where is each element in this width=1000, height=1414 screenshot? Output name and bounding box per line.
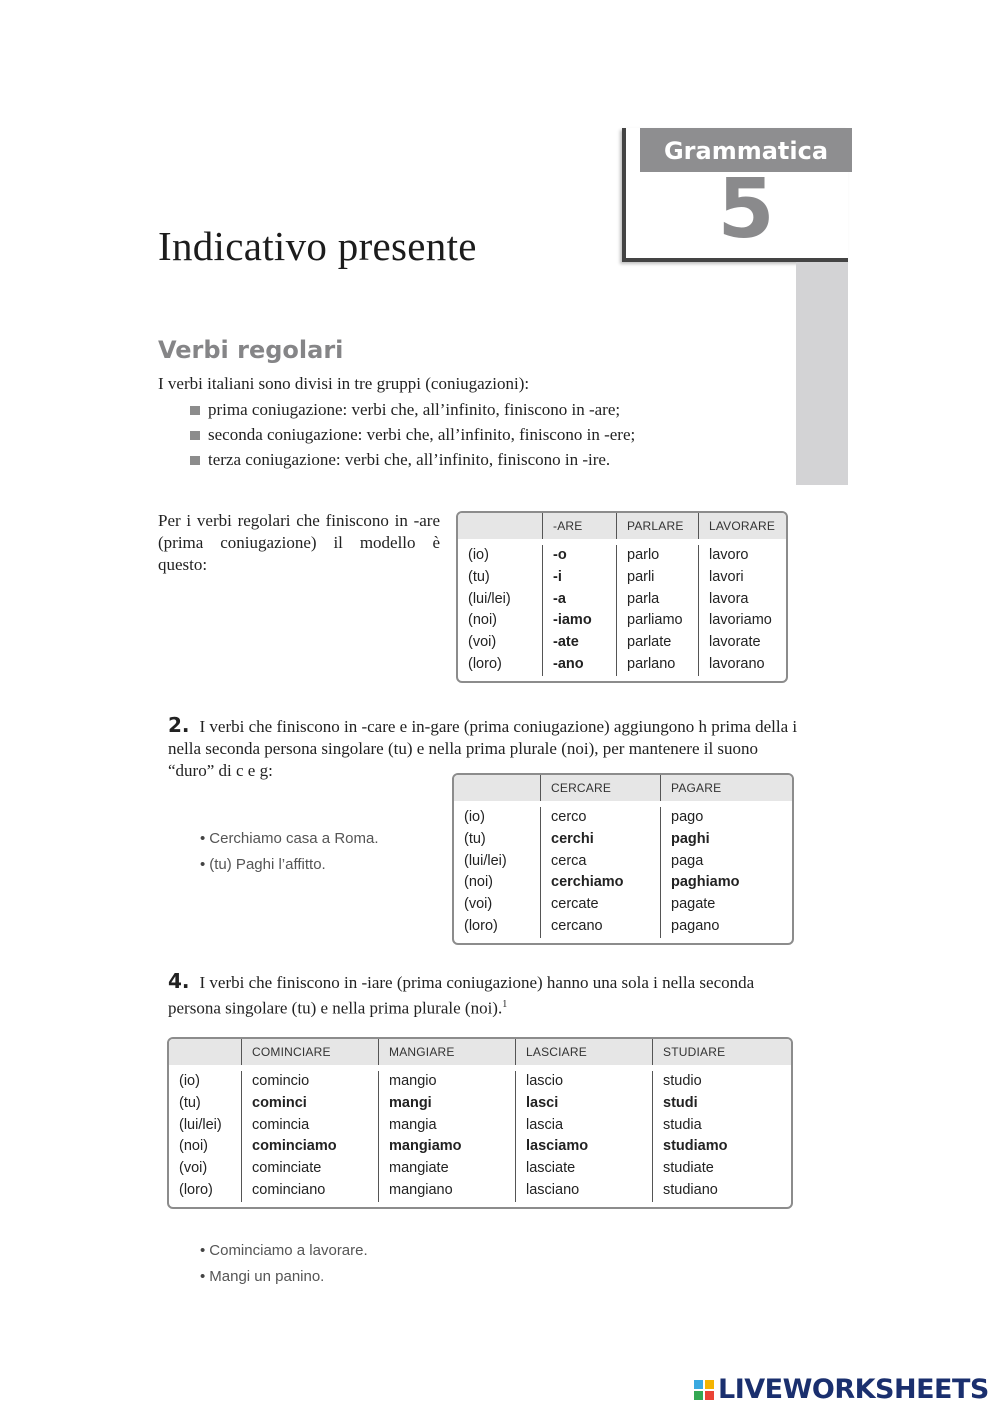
square-bullet-icon [190, 406, 200, 415]
verb-column: mangio mangi mangia mangiamo mangiate mangiano [378, 1071, 515, 1202]
pronoun-column: (io) (tu) (lui/lei) (noi) (voi) (loro) [464, 809, 507, 934]
intro-text: I verbi italiani sono divisi in tre gruppi (coniugazioni): [158, 374, 530, 393]
square-bullet-icon [190, 431, 200, 440]
verb-column: lavoro lavori lavora lavoriamo lavorate lavorano [698, 545, 786, 676]
verb-column: studio studi studia studiamo studiate studiano [652, 1071, 791, 1202]
verb-column: comincio cominci comincia cominciamo cominciate cominciano [241, 1071, 378, 1202]
table-iare [167, 1037, 793, 1209]
list-item: prima coniugazione: verbi che, all’infinito, finiscono in -are; [190, 399, 635, 424]
are-model-paragraph: Per i verbi regolari che finiscono in -are (prima coniugazione) il modello è questo: [158, 511, 440, 574]
verb-column: pago paghi paga paghiamo pagate pagano [660, 807, 792, 938]
chapter-number: 5 [717, 162, 775, 257]
list-item: terza coniugazione: verbi che, all’infinito, finiscono in -ire. [190, 449, 635, 474]
list-item: • Mangi un panino. [200, 1266, 368, 1292]
point-2-examples [200, 828, 379, 880]
point-4-examples [200, 1240, 368, 1292]
liveworksheets-logo [694, 1374, 989, 1405]
brand-name: LIVEWORKSHEETS [718, 1374, 989, 1405]
pronoun-column: (io) (tu) (lui/lei) (noi) (voi) (loro) [468, 547, 511, 672]
verb-column: lascio lasci lascia lasciamo lasciate lasciano [515, 1071, 652, 1202]
point-2-text: 2. I verbi che finiscono in -care e in-gare (prima coniugazione) aggiungono h prima della i nella seconda persona singolare (tu) e nella prima plurale (noi), per mantenere il suono “duro” di c e g: [168, 713, 798, 780]
section-title: Verbi regolari [158, 336, 344, 364]
verb-column: parlo parli parla parliamo parlate parlano [616, 545, 698, 676]
pronoun-column: (io) (tu) (lui/lei) (noi) (voi) (loro) [179, 1073, 222, 1198]
side-band [796, 262, 848, 485]
table-are [456, 511, 788, 683]
table-header: CERCARE PAGARE [454, 775, 792, 801]
table-header: COMINCIARE MANGIARE LASCIARE STUDIARE [169, 1039, 791, 1065]
point-4-text: 4. I verbi che finiscono in -iare (prima coniugazione) hanno una sola i nella seconda persona singolare (tu) e nella prima plurale (noi).$^1$ [168, 969, 755, 1018]
chapter-tab [622, 128, 848, 262]
verb-column: cerco cerchi cerca cerchiamo cercate cercano [540, 807, 660, 938]
conjugation-list [190, 399, 635, 474]
list-item: • Cerchiamo casa a Roma. [200, 828, 379, 854]
list-item: seconda coniugazione: verbi che, all’infinito, finiscono in -ere; [190, 424, 635, 449]
table-header: -ARE PARLARE LAVORARE [458, 513, 786, 539]
list-item: • Cominciamo a lavorare. [200, 1240, 368, 1266]
list-item: • (tu) Paghi l’affitto. [200, 854, 379, 880]
ending-column: -o -i -a -iamo -ate -ano [542, 545, 616, 676]
chapter-label: Grammatica [640, 128, 852, 172]
page-title: Indicativo presente [158, 223, 477, 269]
table-care-gare [452, 773, 794, 945]
square-bullet-icon [190, 456, 200, 465]
liveworksheets-logo-icon [694, 1380, 714, 1400]
